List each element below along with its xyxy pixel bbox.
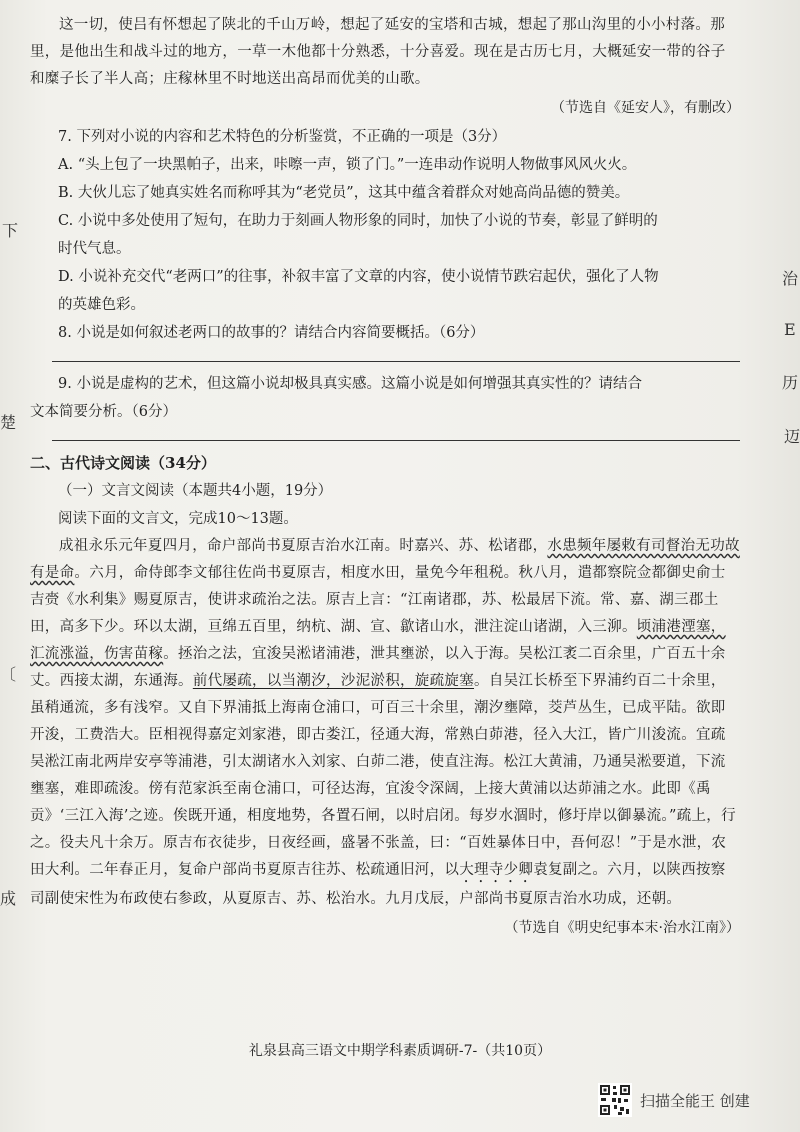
margin-char: 楚	[0, 413, 17, 432]
margin-char: E	[784, 320, 796, 339]
question-7-option-b: B. 大伙儿忘了她真实姓名而称呼其为“老党员”，这其中蕴含着群众对她高尚品德的赞美。	[58, 185, 630, 201]
margin-char: 历	[782, 373, 799, 392]
question-9-cont: 文本简要分析。（6分）	[30, 404, 177, 420]
reading-instruction: 阅读下面的文言文，完成10～13题。	[58, 511, 298, 527]
scanner-watermark	[598, 1083, 750, 1117]
margin-char: 〔	[0, 665, 17, 684]
question-7-option-d: D. 小说补充交代“老两口”的往事，补叙丰富了文章的内容，使小说情节跌宕起伏，强化了人物	[58, 269, 659, 285]
wavy-underlined-sentence: 顷浦港湮塞，汇流涨溢，伤害苗稼	[30, 619, 726, 662]
answer-line	[52, 440, 740, 441]
page-content	[30, 12, 740, 943]
question-8: 8. 小说是如何叙述老两口的故事的？请结合内容简要概括。（6分）	[58, 325, 485, 341]
qr-code-icon	[598, 1083, 632, 1117]
page-footer: 礼泉县高三语文中期学科素质调研-7-（共10页）	[248, 1043, 552, 1059]
question-7-option-d-cont: 的英雄色彩。	[58, 297, 145, 313]
question-7-option-c: C. 小说中多处使用了短句，在助力于刻画人物形象的同时，加快了小说的节奏，彰显了鲜明的	[58, 213, 658, 229]
margin-char: 成	[0, 889, 17, 908]
question-7-option-c-cont: 时代气息。	[58, 241, 131, 257]
classical-text: 成祖永乐元年夏四月，命户部尚书夏原吉治水江南。时嘉兴、苏、松诸郡，水患频年屡敕有司督治无功故有是命。六月，命侍郎李文郁往佐尚书夏原吉，相度水田，量免今年租税。秋八月，遣都察院佥都御史俞士吉赍《水利集》赐夏原吉，使讲求疏治之法。原吉上言：“江南诸郡，苏、松最居下流。常、嘉、湖三郡土田，高多下少。环以太湖，亘绵五百里，纳杭、湖、宣、歙诸山水，泄注淀山诸湖，入三泖。顷浦港湮塞，汇流涨溢，伤害苗稼。拯治之法，宜浚吴淞诸浦港，泄其壅淤，以入于海。吴松江袤二百余里，广百五十余丈。西接太湖，东通海。前代屡疏，以当潮汐，沙泥淤积，旋疏旋塞。自吴江长桥至下界浦约百二十余里，虽稍通流，多有浅窄。又自下界浦抵上海南仓浦口，可百三十余里，潮汐壅障，茭芦丛生，已成平陆。欲即开浚，工费浩大。臣相视得嘉定刘家港，即古娄江，径通大海，常熟白茆港，径入大江，皆广川浚流。宜疏吴淞江南北两岸安亭等浦港，引太湖诸水入刘家、白茆二港，使直注海。松江大黄浦，乃通吴淞要道，下流壅塞，难即疏浚。傍有范家浜至南仓浦口，可径达海，宜浚令深阔，上接大黄浦以达茆浦之水。此即《禹贡》‘三江入海’之迹。俟既开通，相度地势，各置石闸，以时启闭。每岁水涸时，修圩岸以御暴流。”疏上，行之。役夫凡十余万。原吉布衣徒步，日夜经画，盛暑不张盖，曰：“百姓暴体日中，吾何忍！”于是水泄，农田大利。二年春正月，复命户部尚书夏原吉往苏、松疏通旧河，以大理寺少卿袁复副之。六月，以陕西按察司副使宋性为布政使右参政，从夏原吉、苏、松治水。九月戊辰，户部尚书夏原吉治水功成，还朝。	[30, 538, 740, 907]
margin-char: 下	[2, 221, 19, 240]
story-source: （节选自《延安人》，有删改）	[551, 100, 740, 116]
classical-source: （节选自《明史纪事本末·治水江南》）	[504, 920, 740, 936]
margin-char: 治	[782, 269, 799, 288]
scanner-label: 扫描全能王 创建	[640, 1091, 750, 1110]
question-7-option-a: A. “头上包了一块黑帕子，出来，咔嚓一声，锁了门。”一连串动作说明人物做事风风火火。	[58, 157, 637, 173]
wavy-underlined-sentence: 水患频年屡敕有司督治无功故有是命	[30, 538, 740, 581]
underlined-sentence: 前代屡疏，以当潮汐，沙泥淤积，旋疏旋塞	[192, 673, 475, 689]
question-9: 9. 小说是虚构的艺术，但这篇小说却极具真实感。这篇小说是如何增强其真实性的？请结合	[58, 376, 642, 392]
story-paragraph: 这一切，使吕有怀想起了陕北的千山万岭，想起了延安的宝塔和古城，想起了那山沟里的小小村落。那里，是他出生和战斗过的地方，一草一木他都十分熟悉，十分喜爱。现在是古历七月，大概延安一带的谷子和糜子长了半人高；庄稼林里不时地送出高昂而优美的山歌。	[30, 17, 726, 87]
section-title: 二、古代诗文阅读（34分）	[30, 454, 216, 472]
subsection-title: （一）文言文阅读（本题共4小题，19分）	[58, 483, 333, 499]
margin-char: 迈	[784, 427, 800, 446]
question-7-stem: 7. 下列对小说的内容和艺术特色的分析鉴赏，不正确的一项是（3分）	[58, 129, 507, 145]
dotted-phrase: 大理寺少卿	[459, 862, 534, 878]
answer-line	[52, 361, 740, 362]
